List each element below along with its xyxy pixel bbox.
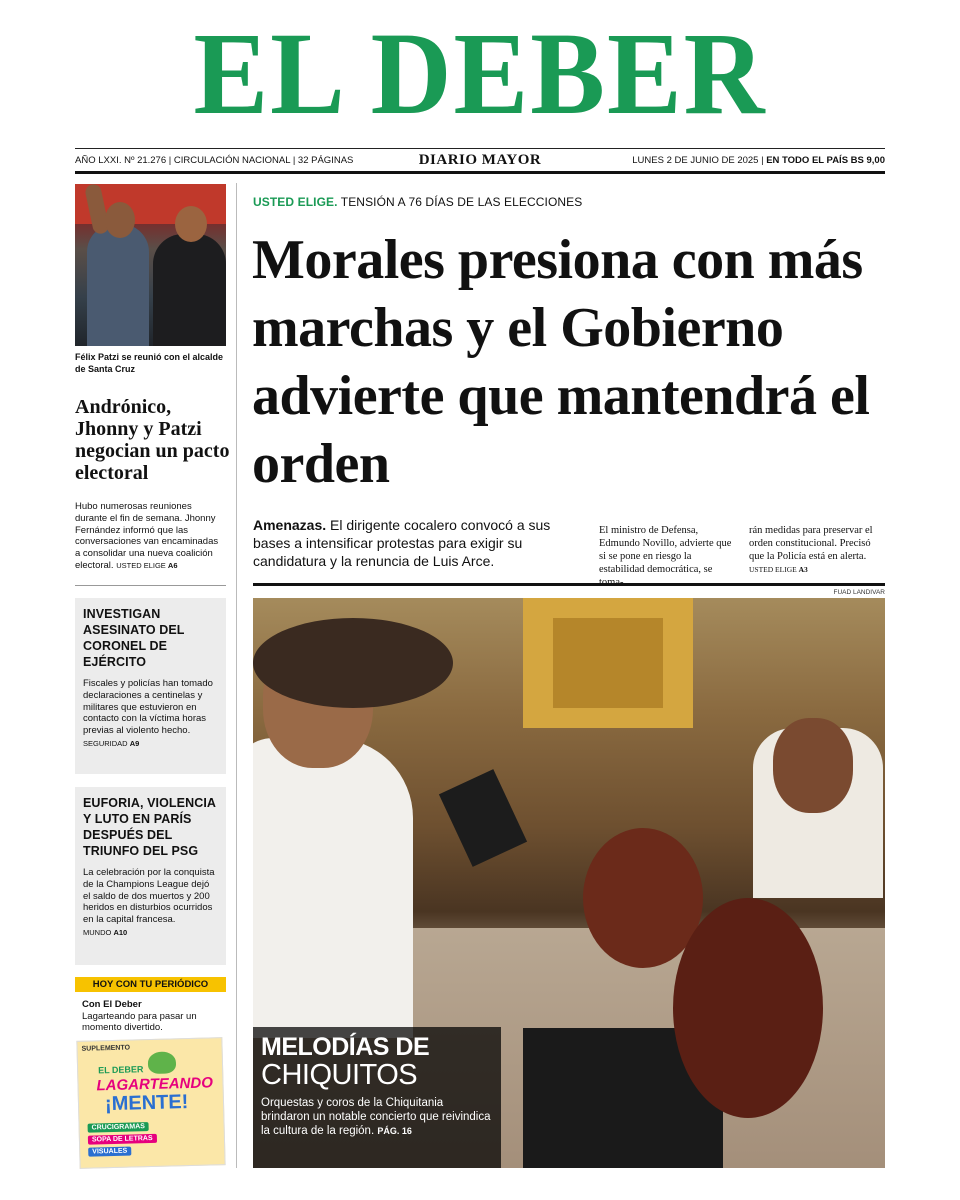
issue-price: EN TODO EL PAÍS BS 9,00 bbox=[766, 155, 885, 166]
sidebar-body bbox=[75, 501, 226, 572]
story-column-2: rán medidas para preservar el orden constitucional. Precisó que la Policía está en alerta. USTED ELIGE A3 bbox=[749, 525, 873, 574]
supplement-cover[interactable] bbox=[76, 1037, 225, 1169]
box-title: EUFORIA, VIOLENCIA Y LUTO EN PARÍS DESPUÉS DEL TRIUNFO DEL PSG bbox=[83, 796, 216, 858]
box-body: Fiscales y policías han tomado declaraciones a centinelas y militares que estuvieron en contacto con la víctima horas previas al violento hecho. bbox=[83, 678, 213, 737]
promo-text: Con El Deber Lagarteando para pasar un momento divertido. bbox=[82, 999, 197, 1033]
photo-credit: FUAD LANDIVAR bbox=[833, 589, 885, 596]
main-lede bbox=[253, 516, 581, 570]
sidebar-body-text: Hubo numerosas reuniones durante el fin de semana. Jhonny Fernández informó que las conversaciones van encaminadas a consolidar una nueva coalición electoral. bbox=[75, 501, 219, 571]
tagline: DIARIO MAYOR bbox=[418, 152, 542, 168]
supplement-chip: VISUALES bbox=[88, 1147, 131, 1157]
box-title: INVESTIGAN ASESINATO DEL CORONEL DE EJÉRCITO bbox=[83, 607, 185, 669]
supplement-title-2: ¡MENTE! bbox=[104, 1091, 189, 1116]
kicker-text: TENSIÓN A 76 DÍAS DE LAS ELECCIONES bbox=[340, 195, 583, 209]
issue-date: LUNES 2 DE JUNIO DE 2025 | bbox=[632, 155, 764, 166]
supplement-label: SUPLEMENTO bbox=[81, 1044, 131, 1053]
sidebar-photo-caption: Félix Patzi se reunió con el alcalde de Santa Cruz bbox=[75, 352, 224, 374]
overlay-title-2: CHIQUITOS bbox=[261, 1059, 418, 1091]
photo-overlay[interactable] bbox=[253, 1027, 501, 1168]
story-column-1: El ministro de Defensa, Edmundo Novillo, advierte que si se pone en riesgo la estabilidad democrática, se bbox=[599, 525, 732, 575]
main-rule bbox=[253, 583, 885, 586]
divider bbox=[75, 585, 226, 586]
lede-text: El dirigente cocalero convocó a sus bases a intensificar protestas para exigir su candidatura y la renuncia de Luis Arce. bbox=[253, 517, 551, 569]
sidebar-ref[interactable]: USTED ELIGE A6 bbox=[116, 560, 178, 570]
date-price bbox=[632, 155, 885, 166]
column-divider bbox=[236, 183, 237, 1168]
box-ref[interactable]: MUNDO A10 bbox=[83, 927, 128, 937]
story-ref[interactable]: USTED ELIGE A3 bbox=[749, 565, 808, 574]
overlay-title-1: MELODÍAS DE bbox=[261, 1033, 430, 1061]
lizard-icon bbox=[148, 1051, 177, 1074]
box-ref[interactable]: SEGURIDAD A9 bbox=[83, 738, 140, 748]
sidebar-photo[interactable] bbox=[75, 184, 226, 346]
box-body: La celebración por la conquista de la Champions League dejó el saldo de dos muertos y 200 heridos en disturbios ocurridos en la capital francesa. bbox=[83, 867, 215, 926]
news-box-coronel[interactable] bbox=[75, 598, 226, 774]
overlay-text: Orquestas y coros de la Chiquitania brindaron un notable concierto que reivindica la cultura de la región. PÁG. 16 bbox=[261, 1097, 491, 1137]
news-box-psg[interactable] bbox=[75, 787, 226, 965]
overlay-page-ref[interactable]: PÁG. 16 bbox=[377, 1126, 412, 1136]
supplement-title: LAGARTEANDO bbox=[96, 1074, 214, 1095]
lede-label: Amenazas. bbox=[253, 517, 327, 533]
main-kicker bbox=[253, 195, 582, 209]
supplement-brand: EL DEBER bbox=[97, 1064, 144, 1076]
promo-bar: HOY CON TU PERIÓDICO bbox=[75, 977, 226, 992]
main-headline[interactable]: Morales presiona con más marchas y el Gobierno advierte que mantendrá el orden bbox=[252, 229, 870, 495]
edition-info: AÑO LXXI. Nº 21.276 | CIRCULACIÓN NACIONAL | 32 PÁGINAS bbox=[75, 155, 354, 166]
sidebar-headline[interactable]: Andrónico, Jhonny y Patzi negocian un pacto electoral bbox=[75, 396, 230, 484]
promo-lead: Con El Deber bbox=[82, 999, 142, 1010]
supplement-chip: SOPA DE LETRAS bbox=[88, 1134, 157, 1145]
masthead-logo: EL DEBER bbox=[193, 8, 767, 140]
info-bar bbox=[75, 148, 885, 174]
kicker-label: USTED ELIGE. bbox=[253, 195, 338, 209]
supplement-chip: CRUCIGRAMAS bbox=[88, 1122, 149, 1133]
